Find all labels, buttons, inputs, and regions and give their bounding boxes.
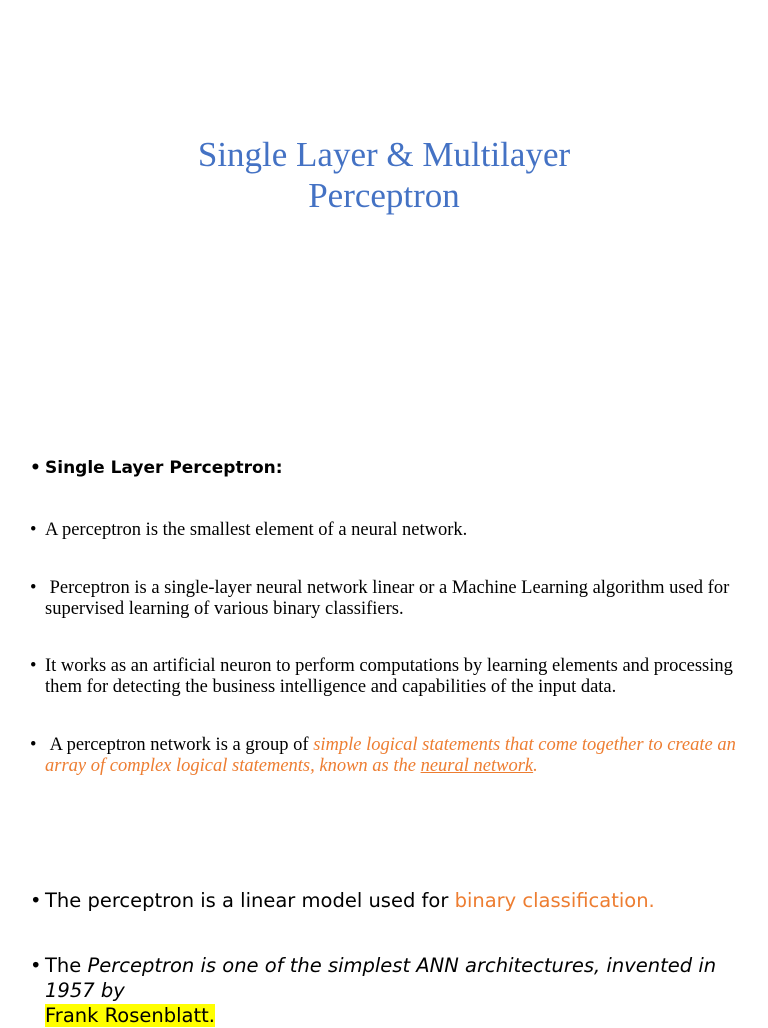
section-heading: Single Layer Perceptron: xyxy=(45,458,283,478)
paragraph-2: Perceptron is a single-layer neural network linear or a Machine Learning algorithm used for supervised learning of various binary classifiers. xyxy=(45,578,734,619)
bullet: • xyxy=(30,889,42,912)
title-line-2: Perceptron xyxy=(308,176,460,215)
paragraph-5 xyxy=(45,888,752,913)
paragraph-4-end: . xyxy=(533,756,538,776)
paragraph-4-text: A perceptron network is a group of xyxy=(45,735,314,755)
paragraph-4 xyxy=(45,735,752,777)
list-item-4 xyxy=(30,735,752,777)
paragraph-5-text: The perceptron is a linear model used for xyxy=(45,889,455,912)
paragraph-3: It works as an artificial neuron to perform computations by learning elements and processing them for detecting the business intelligence and capabilities of the input data. xyxy=(45,656,733,697)
title-line-1: Single Layer & Multilayer xyxy=(197,135,571,174)
paragraph-6 xyxy=(45,953,752,1028)
paragraph-6-italic: Perceptron is one of the simplest ANN architectures, invented in 1957 by xyxy=(45,954,717,1002)
paragraph-6-marked: Frank Rosenblatt. xyxy=(45,1004,215,1027)
bullet: • xyxy=(30,735,37,755)
bullet: • xyxy=(30,656,37,676)
list-item-6 xyxy=(30,953,752,1028)
list-item-3 xyxy=(30,656,752,698)
list-item-2 xyxy=(30,578,752,620)
paragraph-6-text: The xyxy=(45,954,88,977)
paragraph-5-highlight: binary classification. xyxy=(454,889,655,912)
bullet: • xyxy=(30,578,37,598)
bullet: • xyxy=(30,520,37,540)
page-title xyxy=(0,134,768,216)
list-item-heading xyxy=(30,457,752,479)
bullet: • xyxy=(30,458,41,478)
list-item-1 xyxy=(30,520,752,541)
list-item-5 xyxy=(30,888,752,913)
neural-network-link[interactable]: neural network xyxy=(420,756,534,776)
paragraph-4-highlight: simple logical statements that come together to create an array of complex logical statements, known as the xyxy=(45,735,741,776)
paragraph-1: A perceptron is the smallest element of a neural network. xyxy=(45,520,468,540)
bullet: • xyxy=(30,954,42,977)
